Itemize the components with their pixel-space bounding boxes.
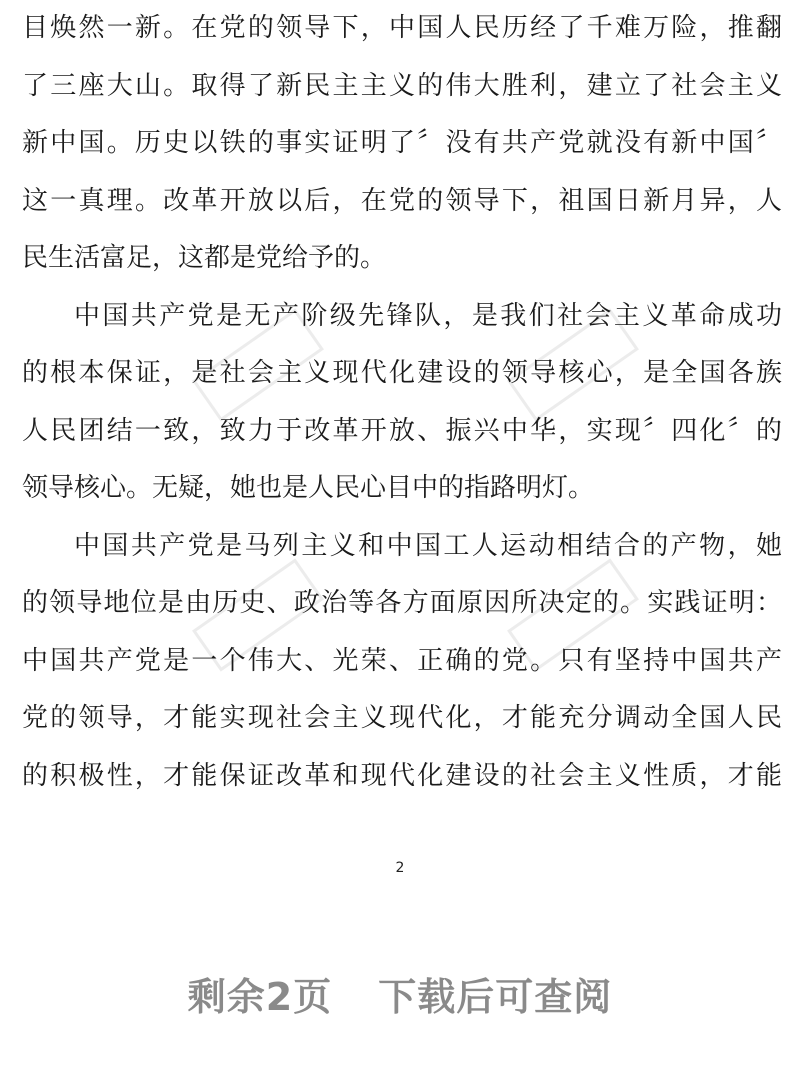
text-line: 了三座大山。取得了新民主主义的伟大胜利，建立了社会主义 [22, 70, 782, 101]
text-line: 的领导地位是由历史、政治等各方面原因所决定的。实践证明： [22, 588, 782, 618]
text-line: 中国共产党是一个伟大、光荣、正确的党。只有坚持中国共产 [22, 645, 782, 676]
text-line: 目焕然一新。在党的领导下，中国人民历经了千难万险，推翻 [22, 13, 782, 43]
download-hint-label: 下载后可查阅 [378, 975, 613, 1019]
page-number: 2 [395, 860, 405, 876]
text-line: 中国共产党是无产阶级先锋队，是我们社会主义革命成功 [74, 300, 782, 331]
body-text [22, 0, 782, 805]
remaining-pages-label: 剩余2页 [187, 975, 333, 1019]
text-line: 党的领导，才能实现社会主义现代化，才能充分调动全国人民 [22, 703, 782, 733]
text-line: 的根本保证，是社会主义现代化建设的领导核心，是全国各族 [22, 358, 782, 388]
remaining-pages-banner[interactable] [0, 966, 800, 1021]
text-line: 人民团结一致，致力于改革开放、振兴中华，实现〞四化〞的 [22, 415, 782, 446]
text-line: 的积极性，才能保证改革和现代化建设的社会主义性质，才能 [22, 760, 782, 791]
text-line: 新中国。历史以铁的事实证明了〞没有共产党就没有新中国〞 [22, 128, 782, 158]
text-line: 领导核心。无疑，她也是人民心目中的指路明灯。 [22, 473, 595, 503]
text-line: 民生活富足，这都是党给予的。 [22, 243, 387, 273]
text-line: 中国共产党是马列主义和中国工人运动相结合的产物，她 [74, 530, 782, 561]
text-line: 这一真理。改革开放以后，在党的领导下，祖国日新月异，人 [22, 185, 782, 216]
